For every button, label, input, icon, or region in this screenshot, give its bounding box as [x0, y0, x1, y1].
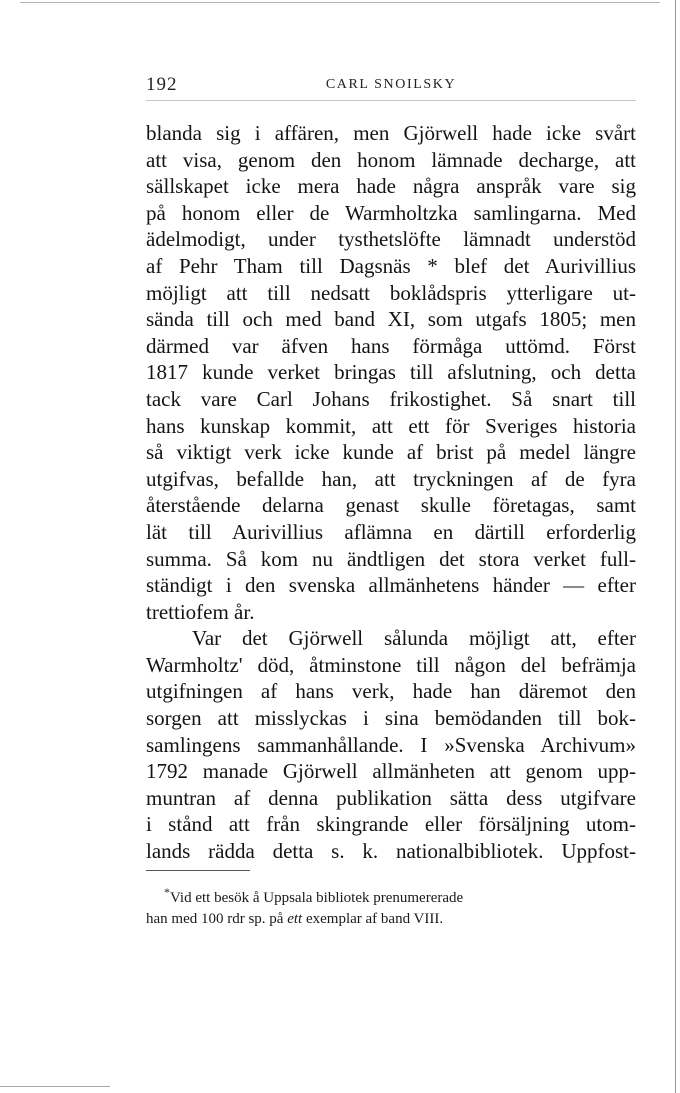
footnote-text: han med 100 rdr sp. på [146, 911, 288, 927]
footnote-text: exemplar af band VIII. [302, 911, 444, 927]
text-line-paragraph-start: Var det Gjörwell sålunda möjligt att, efter [192, 626, 636, 651]
text-line: ständigt i den svenska allmänhetens händer — efter [146, 573, 636, 598]
text-line: ädelmodigt, under tysthetslöfte lämnadt understöd [146, 227, 636, 252]
footnote-rule [146, 870, 250, 871]
text-line: i stånd att från skingrande eller försäljning utom- [146, 812, 636, 837]
text-line-paragraph-end: trettiofem år. [146, 599, 255, 624]
text-line: sällskapet icke mera hade några anspråk vare sig [146, 174, 636, 199]
text-line: summa. Så kom nu ändtligen det stora verket full- [146, 546, 636, 571]
text-line: blanda sig i affären, men Gjörwell hade icke svårt [146, 121, 636, 145]
text-line: återstående delarna genast skulle företagas, samt [146, 493, 636, 518]
text-line: därmed var äfven hans förmåga uttömd. Först [146, 333, 636, 358]
text-line: utgifvas, befallde han, att tryckningen af de fyra [146, 466, 636, 491]
text-line: tack vare Carl Johans frikostighet. Så snart till [146, 386, 636, 411]
footnote-line [146, 909, 636, 930]
footnote-italic-word: ett [287, 911, 303, 927]
scan-edge-right [675, 0, 676, 1093]
text-line: af Pehr Tham till Dagsnäs * blef det Aurivillius [146, 253, 636, 278]
text-line: samlingens sammanhållande. I »Svenska Archivum» [146, 732, 636, 757]
text-line: hans kunskap kommit, att ett för Sveriges historia [146, 413, 636, 438]
text-line: muntran af denna publikation sätta dess utgifvare [146, 785, 636, 810]
running-head: CARL SNOILSKY [325, 77, 457, 92]
header-rule [146, 100, 636, 101]
text-line: sända till och med band XI, som utgafs 1805; men [146, 307, 636, 332]
body-text [146, 120, 636, 865]
footnote-marker: * [164, 885, 170, 899]
text-line: lands rädda detta s. k. nationalbibliotek. Uppfost- [146, 839, 636, 864]
page-header [146, 74, 636, 100]
text-line: möjligt att till nedsatt boklådspris ytterligare ut- [146, 280, 636, 305]
footnote-text: Vid ett besök å Uppsala bibliotek prenumererade [170, 890, 464, 906]
text-line: så viktigt verk icke kunde af brist på medel längre [146, 440, 636, 465]
scan-edge-top [20, 2, 660, 3]
text-line: på honom eller de Warmholtzka samlingarna. Med [146, 200, 636, 225]
text-line: utgifningen af hans verk, hade han däremot den [146, 679, 636, 704]
footnote [146, 882, 636, 930]
text-line: 1817 kunde verket bringas till afslutning, och detta [146, 360, 636, 385]
text-line: 1792 manade Gjörwell allmänheten att genom upp- [146, 759, 636, 784]
scan-edge-bottom [0, 1086, 110, 1087]
page-number: 192 [146, 74, 178, 95]
text-line: lät till Aurivillius aflämna en därtill erforderlig [146, 519, 636, 544]
text-line: sorgen att misslyckas i sina bemödanden till bok- [146, 706, 636, 731]
text-line: att visa, genom den honom lämnade decharge, att [146, 147, 636, 172]
footnote-line [146, 882, 636, 909]
text-line: Warmholtz' död, åtminstone till någon del befrämja [146, 652, 636, 677]
